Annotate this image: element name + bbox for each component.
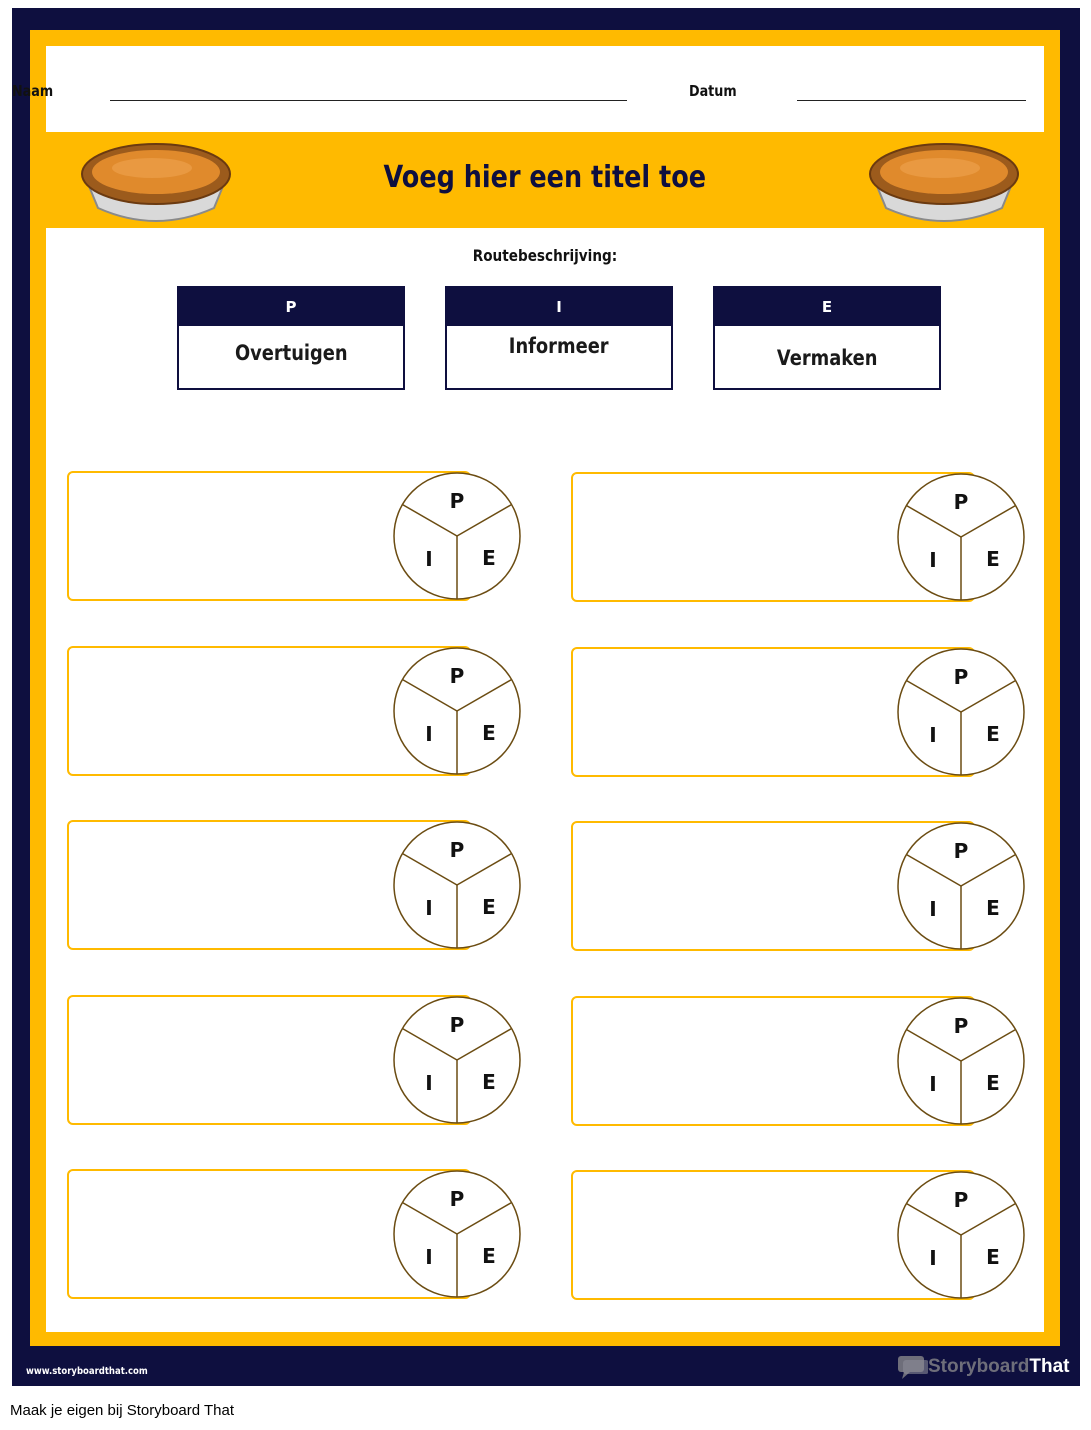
circle-letter-i: I <box>425 722 433 746</box>
circle-letter-e: E <box>986 722 1000 746</box>
pie-icon <box>866 134 1022 226</box>
circle-letter-e: E <box>482 895 496 919</box>
legend-box-e <box>713 286 941 390</box>
circle-letter-e: E <box>482 721 496 745</box>
legend-word: Overtuigen <box>234 341 348 365</box>
circle-letter-i: I <box>929 548 937 572</box>
circle-letter-p: P <box>953 839 969 863</box>
worksheet-title[interactable]: Voeg hier een titel toe <box>383 160 707 195</box>
storyboardthat-caption-link[interactable]: Maak je eigen bij Storyboard That <box>10 1402 235 1419</box>
circle-letter-p: P <box>953 1014 969 1038</box>
pie-selector-circle[interactable] <box>896 821 1026 951</box>
circle-letter-e: E <box>986 1245 1000 1269</box>
circle-letter-e: E <box>482 1070 496 1094</box>
circle-letter-p: P <box>449 838 465 862</box>
circle-letter-p: P <box>953 490 969 514</box>
legend-letter: E <box>715 288 939 326</box>
legend-letter: I <box>447 288 671 326</box>
circle-letter-e: E <box>986 547 1000 571</box>
legend-letter: P <box>179 288 403 326</box>
pie-selector-circle[interactable] <box>392 820 522 950</box>
circle-letter-p: P <box>953 665 969 689</box>
speech-bubble-icon <box>896 1354 928 1380</box>
circle-letter-e: E <box>482 1244 496 1268</box>
name-label: Naam <box>12 82 54 100</box>
legend-word: Informeer <box>509 334 609 358</box>
pie-selector-circle[interactable] <box>392 646 522 776</box>
circle-letter-e: E <box>986 1071 1000 1095</box>
name-date-header <box>46 46 1044 132</box>
circle-letter-i: I <box>425 1245 433 1269</box>
circle-letter-p: P <box>449 489 465 513</box>
pie-selector-circle[interactable] <box>392 995 522 1125</box>
date-line[interactable] <box>797 100 1026 101</box>
pie-selector-circle[interactable] <box>392 471 522 601</box>
circle-letter-e: E <box>986 896 1000 920</box>
logo-word-that: That <box>1029 1356 1070 1377</box>
legend-box-i <box>445 286 673 390</box>
footer-url[interactable]: www.storyboardthat.com <box>26 1366 148 1377</box>
pie-selector-circle[interactable] <box>392 1169 522 1299</box>
circle-letter-p: P <box>953 1188 969 1212</box>
circle-letter-p: P <box>449 1013 465 1037</box>
circle-letter-i: I <box>425 896 433 920</box>
pie-selector-circle[interactable] <box>896 472 1026 602</box>
pie-selector-circle[interactable] <box>896 647 1026 777</box>
date-label: Datum <box>689 82 737 100</box>
circle-letter-i: I <box>929 1246 937 1270</box>
logo-word-storyboard: Storyboard <box>928 1356 1030 1377</box>
name-line[interactable] <box>110 100 627 101</box>
worksheet-body <box>46 228 1044 1332</box>
circle-letter-i: I <box>929 1072 937 1096</box>
circle-letter-i: I <box>425 1071 433 1095</box>
pie-selector-circle[interactable] <box>896 996 1026 1126</box>
circle-letter-p: P <box>449 1187 465 1211</box>
legend-box-p <box>177 286 405 390</box>
circle-letter-i: I <box>425 547 433 571</box>
circle-letter-i: I <box>929 897 937 921</box>
directions-label: Routebeschrijving: <box>472 246 618 265</box>
circle-letter-p: P <box>449 664 465 688</box>
legend-word: Vermaken <box>776 346 878 370</box>
circle-letter-i: I <box>929 723 937 747</box>
storyboardthat-logo[interactable] <box>896 1354 1069 1380</box>
pie-selector-circle[interactable] <box>896 1170 1026 1300</box>
circle-letter-e: E <box>482 546 496 570</box>
